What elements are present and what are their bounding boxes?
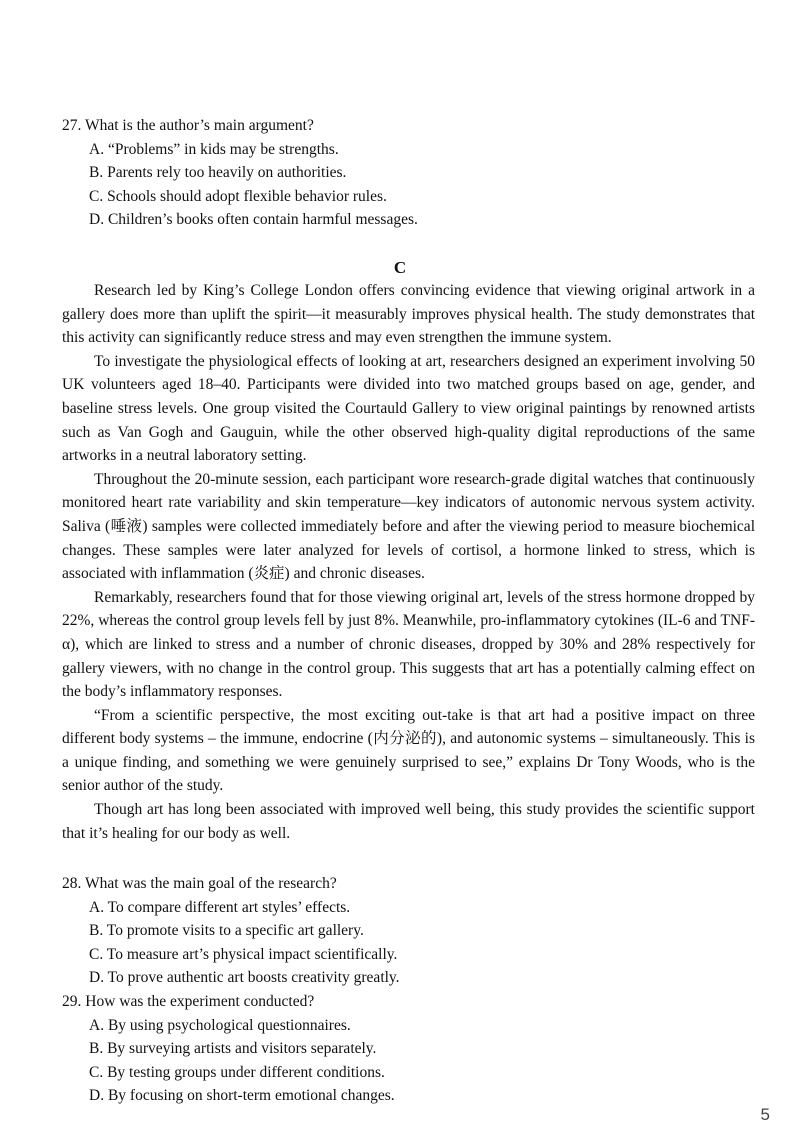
question-29-option-d: D. By focusing on short-term emotional changes.: [89, 1087, 395, 1104]
question-28-stem: 28. What was the main goal of the research?: [62, 875, 337, 892]
question-28-option-c: C. To measure art’s physical impact scientifically.: [89, 945, 398, 963]
passage-paragraph-6: Though art has long been associated with improved well being, this study provides the scientific support that it’s healing for our body as well.: [62, 801, 755, 842]
question-27: [62, 114, 762, 232]
passage-paragraph-2: To investigate the physiological effects of looking at art, researchers designed an experiment involving 50 UK volunteers aged 18–40. Participants were divided into two matched groups based on age, gender, and baseline stress levels. One group visited the Courtauld Gallery to view original paintings by renowned artists such as Van Gogh and Gauguin, while the other observed high-quality digital reproductions of the same artworks in a neutral laboratory setting.: [62, 352, 755, 465]
question-28-option-a: A. To compare different art styles’ effects.: [89, 898, 351, 916]
question-29-option-c: C. By testing groups under different conditions.: [89, 1063, 385, 1081]
question-28: [62, 872, 762, 990]
passage-paragraph-5: “From a scientific perspective, the most exciting out-take is that art had a positive impact on three different body systems – the immune, endocrine (内分泌的), and autonomic systems – simultaneously. This is a unique finding, and something we were genuinely surprised to see,” explains Dr Tony Woods, who is the senior author of the study.: [62, 706, 755, 795]
section-heading: C: [393, 258, 407, 277]
question-27-option-d: D. Children’s books often contain harmful messages.: [89, 211, 418, 228]
passage-paragraph-1: Research led by King’s College London offers convincing evidence that viewing original artwork in a gallery does more than uplift the spirit—it measurably improves physical health. The study demonstrates that this activity can significantly reduce stress and may even strengthen the immune system.: [62, 282, 755, 347]
passage-paragraph-4: Remarkably, researchers found that for those viewing original art, levels of the stress hormone dropped by 22%, whereas the control group levels fell by just 8%. Meanwhile, pro-inflammatory cytokines (IL-6 and TNF-α), which are linked to stress and a number of chronic diseases, dropped by 30% and 28% respectively for gallery viewers, with no change in the control group. This suggests that art has a potentially calming effect on the body’s inflammatory responses.: [62, 588, 755, 701]
question-27-option-a: A. “Problems” in kids may be strengths.: [89, 140, 339, 158]
question-28-option-b: B. To promote visits to a specific art gallery.: [89, 922, 364, 939]
question-29-stem: 29. How was the experiment conducted?: [62, 993, 315, 1010]
reading-passage: [62, 279, 755, 845]
question-28-option-d: D. To prove authentic art boosts creativity greatly.: [89, 969, 400, 986]
question-29: [62, 990, 762, 1108]
question-27-option-b: B. Parents rely too heavily on authorities.: [89, 164, 347, 181]
page-number: 5: [760, 1105, 770, 1124]
question-27-option-c: C. Schools should adopt flexible behavior rules.: [89, 187, 387, 205]
question-27-stem: 27. What is the author’s main argument?: [62, 117, 314, 134]
question-29-option-b: B. By surveying artists and visitors separately.: [89, 1040, 377, 1057]
question-29-option-a: A. By using psychological questionnaires.: [89, 1016, 351, 1034]
passage-paragraph-3: Throughout the 20-minute session, each participant wore research-grade digital watches that continuously monitored heart rate variability and skin temperature—key indicators of autonomic nervous system activity. Saliva (唾液) samples were collected immediately before and after the viewing period to measure biochemical changes. These samples were later analyzed for levels of cortisol, a hormone linked to stress, which is associated with inflammation (炎症) and chronic diseases.: [62, 470, 755, 583]
